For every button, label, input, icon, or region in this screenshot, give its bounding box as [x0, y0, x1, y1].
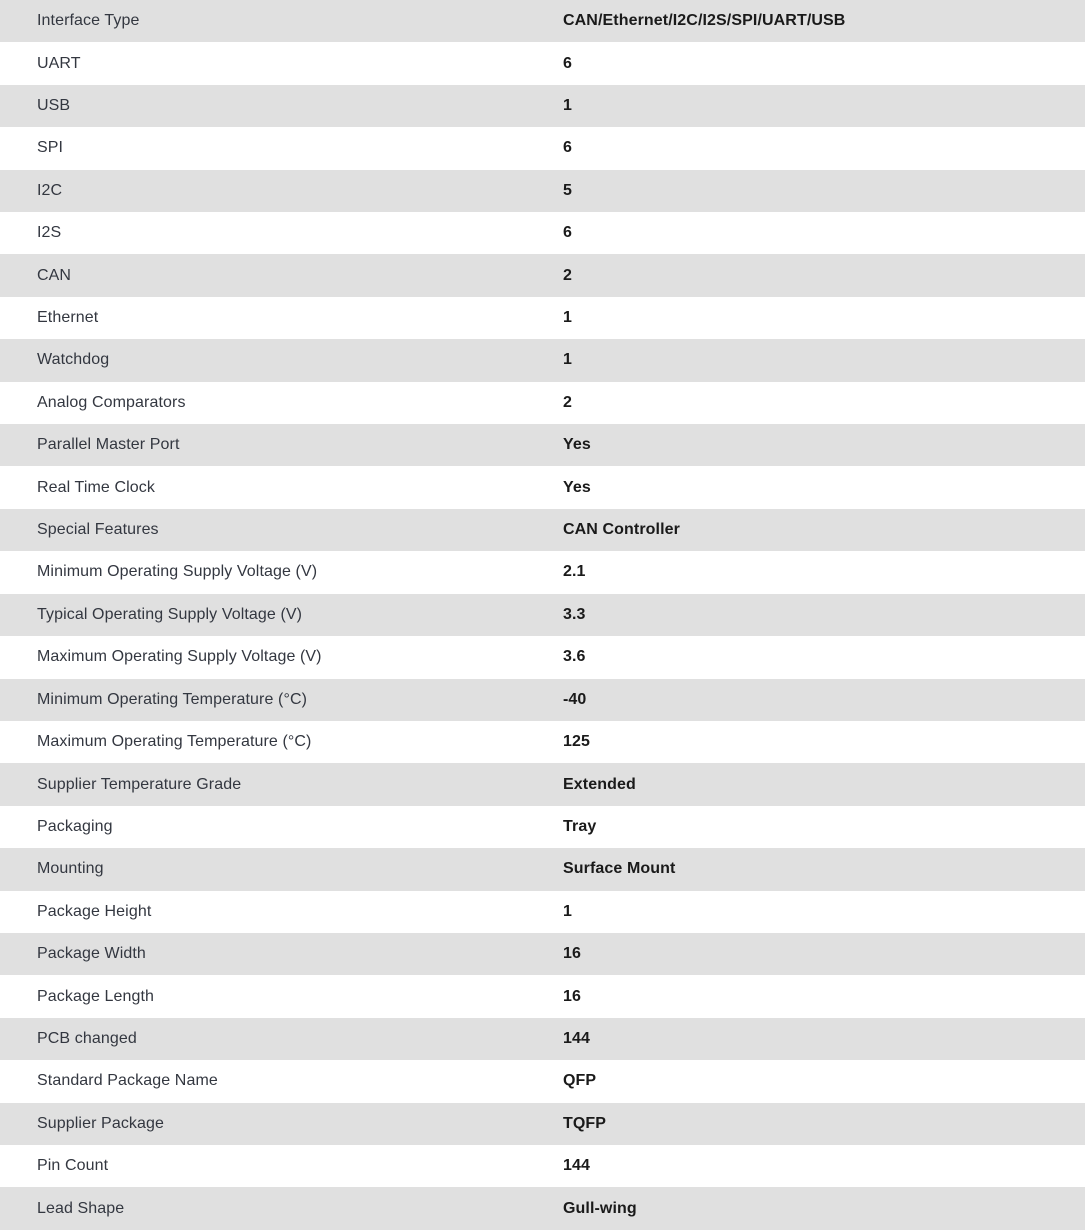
spec-label: Ethernet [37, 309, 99, 327]
spec-value: QFP [563, 1072, 597, 1090]
spec-label: Interface Type [37, 12, 140, 30]
spec-value: Gull-wing [563, 1199, 637, 1217]
spec-value: Yes [563, 478, 591, 496]
spec-row [0, 1187, 1085, 1229]
spec-row [0, 763, 1085, 805]
spec-row [0, 170, 1085, 212]
spec-label: Supplier Package [37, 1114, 165, 1132]
spec-label: Special Features [37, 521, 159, 539]
spec-label: Parallel Master Port [37, 436, 180, 454]
spec-value: 2.1 [563, 563, 586, 581]
spec-label: Minimum Operating Supply Voltage (V) [37, 563, 318, 581]
spec-label: Package Width [37, 945, 146, 963]
spec-label: Packaging [37, 817, 113, 835]
spec-row [0, 254, 1085, 296]
spec-label: PCB changed [37, 1029, 137, 1047]
spec-row [0, 1103, 1085, 1145]
spec-value: 2 [563, 393, 572, 411]
spec-row [0, 85, 1085, 127]
spec-row [0, 806, 1085, 848]
spec-row [0, 127, 1085, 169]
spec-label: Minimum Operating Temperature (°C) [37, 690, 308, 708]
spec-label: I2C [37, 181, 63, 199]
spec-value: 16 [563, 987, 581, 1005]
spec-value: Tray [563, 817, 597, 835]
spec-row [0, 594, 1085, 636]
spec-label: Package Height [37, 902, 152, 920]
spec-row [0, 551, 1085, 593]
spec-value: 125 [563, 733, 590, 751]
spec-value: 144 [563, 1157, 590, 1175]
spec-row [0, 933, 1085, 975]
spec-label: Mounting [37, 860, 104, 878]
spec-row [0, 1018, 1085, 1060]
spec-row [0, 466, 1085, 508]
spec-row [0, 1145, 1085, 1187]
spec-label: I2S [37, 224, 62, 242]
spec-value: 5 [563, 181, 572, 199]
spec-row [0, 212, 1085, 254]
spec-label: UART [37, 54, 81, 72]
spec-value: 6 [563, 139, 572, 157]
spec-label: Lead Shape [37, 1199, 125, 1217]
spec-row [0, 848, 1085, 890]
spec-row [0, 891, 1085, 933]
spec-value: 3.6 [563, 648, 586, 666]
spec-row [0, 509, 1085, 551]
spec-row [0, 636, 1085, 678]
spec-value: 3.3 [563, 605, 586, 623]
spec-value: 6 [563, 224, 572, 242]
spec-row [0, 1060, 1085, 1102]
spec-label: Standard Package Name [37, 1072, 218, 1090]
spec-label: Real Time Clock [37, 478, 155, 496]
spec-value: Yes [563, 436, 591, 454]
spec-row [0, 42, 1085, 84]
spec-label: Analog Comparators [37, 393, 186, 411]
spec-label: Watchdog [37, 351, 110, 369]
spec-row [0, 0, 1085, 42]
spec-row [0, 424, 1085, 466]
spec-value: -40 [563, 690, 587, 708]
spec-value: 2 [563, 266, 572, 284]
spec-value: 1 [563, 351, 572, 369]
spec-value: 1 [563, 97, 572, 115]
spec-value: 16 [563, 945, 581, 963]
spec-value: CAN Controller [563, 521, 680, 539]
spec-label: Package Length [37, 987, 155, 1005]
spec-row [0, 297, 1085, 339]
spec-value: Surface Mount [563, 860, 676, 878]
spec-label: USB [37, 97, 71, 115]
spec-label: Pin Count [37, 1157, 109, 1175]
spec-label: Maximum Operating Temperature (°C) [37, 733, 312, 751]
spec-label: CAN [37, 266, 72, 284]
spec-value: Extended [563, 775, 636, 793]
spec-value: 1 [563, 309, 572, 327]
spec-row [0, 339, 1085, 381]
spec-value: 6 [563, 54, 572, 72]
spec-row [0, 721, 1085, 763]
spec-row [0, 679, 1085, 721]
spec-value: CAN/Ethernet/I2C/I2S/SPI/UART/USB [563, 12, 846, 30]
spec-label: Maximum Operating Supply Voltage (V) [37, 648, 322, 666]
spec-row [0, 975, 1085, 1017]
spec-value: TQFP [563, 1114, 607, 1132]
spec-value: 1 [563, 902, 572, 920]
spec-label: Typical Operating Supply Voltage (V) [37, 605, 303, 623]
spec-row [0, 382, 1085, 424]
spec-label: SPI [37, 139, 64, 157]
spec-label: Supplier Temperature Grade [37, 775, 242, 793]
spec-value: 144 [563, 1029, 590, 1047]
